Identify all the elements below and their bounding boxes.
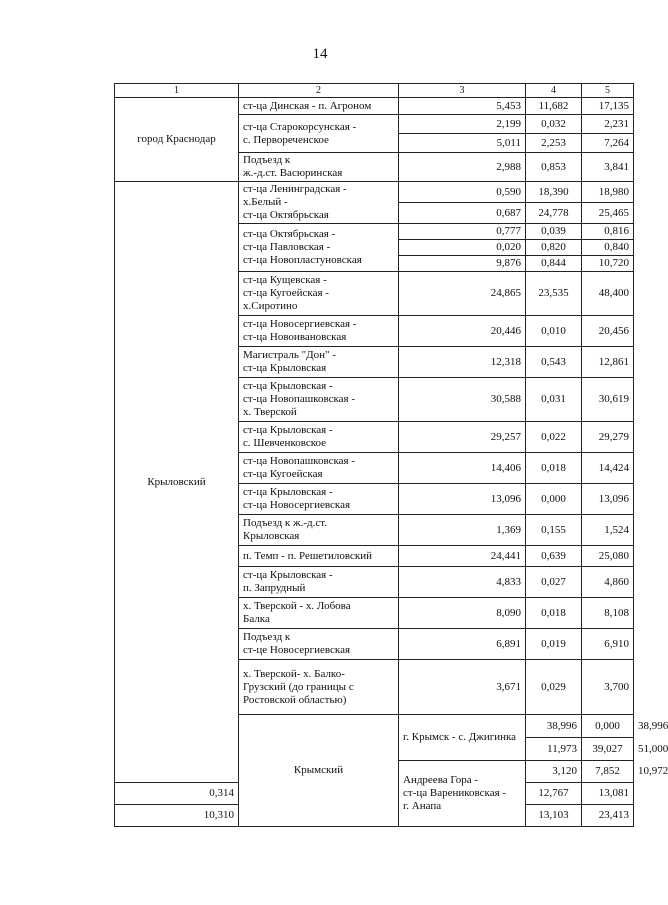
length-col4-cell: 0,018 [526, 453, 582, 484]
road-name-cell: х. Тверской - х. Лобова Балка [239, 598, 399, 629]
length-col3-cell: 12,318 [399, 347, 526, 378]
length-col3-cell: 11,973 [526, 738, 582, 761]
district-cell: город Краснодар [115, 98, 239, 182]
road-name-cell: п. Темп - п. Решетиловский [239, 546, 399, 567]
column-header: 2 [239, 84, 399, 98]
table-row [115, 182, 634, 203]
length-col4-cell: 0,639 [526, 546, 582, 567]
road-name-cell: ст-ца Крыловская - п. Запрудный [239, 567, 399, 598]
length-col5-cell: 12,861 [582, 347, 634, 378]
length-col4-cell: 0,019 [526, 629, 582, 660]
length-col3-cell: 0,020 [399, 240, 526, 256]
road-name-cell: ст-ца Новосергиевская - ст-ца Новоивановская [239, 316, 399, 347]
length-col4-cell: 24,778 [526, 203, 582, 224]
length-col4-cell: 2,253 [526, 134, 582, 153]
column-header: 5 [582, 84, 634, 98]
road-name-cell: ст-ца Крыловская - с. Шевченковское [239, 422, 399, 453]
road-name-cell: ст-ца Крыловская - ст-ца Новопашковская - х. Тверской [239, 378, 399, 422]
length-col5-cell: 1,524 [582, 515, 634, 546]
length-col3-cell: 24,441 [399, 546, 526, 567]
length-col3-cell: 24,865 [399, 272, 526, 316]
table-row: Андреева Гора - ст-ца Варениковская - г. Анапа 3,120 7,852 10,972 [115, 761, 634, 783]
length-col3-cell: 9,876 [399, 256, 526, 272]
length-col5-cell: 25,080 [582, 546, 634, 567]
length-col5-cell: 23,413 [582, 805, 634, 827]
road-name-cell: ст-ца Ленинградская - х.Белый - ст-ца Октябрьская [239, 182, 399, 224]
length-col5-cell: 20,456 [582, 316, 634, 347]
table-body [115, 84, 668, 827]
length-col5-cell: 6,910 [582, 629, 634, 660]
length-col5-cell: 10,720 [582, 256, 634, 272]
length-col5-cell: 17,135 [582, 98, 634, 115]
length-col3-cell: 14,406 [399, 453, 526, 484]
length-col3-cell: 2,199 [399, 115, 526, 134]
road-name-cell: х. Тверской- х. Балко- Грузский (до границы с Ростовской областью) [239, 660, 399, 715]
road-name-cell: Подъезд к ж.-д.ст. Крыловская [239, 515, 399, 546]
length-col5-cell: 3,700 [582, 660, 634, 715]
length-col3-cell: 1,369 [399, 515, 526, 546]
table-row: Крымский г. Крымск - с. Джигинка 38,996 0,000 38,996 [115, 715, 634, 738]
length-col5-cell: 3,841 [582, 153, 634, 182]
length-col3-cell: 8,090 [399, 598, 526, 629]
roads-table [114, 83, 668, 827]
length-col5-cell: 29,279 [582, 422, 634, 453]
road-name-cell: Подъезд к ст-це Новосергиевская [239, 629, 399, 660]
length-col5-cell: 18,980 [582, 182, 634, 203]
length-col4-cell: 0,543 [526, 347, 582, 378]
road-name-cell: ст-ца Крыловская - ст-ца Новосергиевская [239, 484, 399, 515]
length-col5-cell: 14,424 [582, 453, 634, 484]
length-col4-cell: 0,031 [526, 378, 582, 422]
length-col3-cell: 5,011 [399, 134, 526, 153]
length-col3-cell: 2,988 [399, 153, 526, 182]
length-col4-cell: 13,103 [526, 805, 582, 827]
length-col4-cell: 18,390 [526, 182, 582, 203]
column-header: 3 [399, 84, 526, 98]
table-header-row [115, 84, 634, 98]
length-col3-cell: 3,671 [399, 660, 526, 715]
road-name-cell: ст-ца Новопашковская - ст-ца Кугоейская [239, 453, 399, 484]
length-col4-cell: 0,027 [526, 567, 582, 598]
length-col4-cell: 0,000 [526, 484, 582, 515]
road-name-cell: ст-ца Динская - п. Агроном [239, 98, 399, 115]
length-col4-cell: 0,010 [526, 316, 582, 347]
length-col5-cell: 30,619 [582, 378, 634, 422]
column-header: 4 [526, 84, 582, 98]
length-col4-cell: 0,022 [526, 422, 582, 453]
length-col3-cell: 0,314 [115, 783, 239, 805]
length-col4-cell: 0,018 [526, 598, 582, 629]
length-col3-cell: 5,453 [399, 98, 526, 115]
length-col4-cell: 0,032 [526, 115, 582, 134]
length-col5-cell: 0,840 [582, 240, 634, 256]
length-col5-cell: 7,264 [582, 134, 634, 153]
length-col4-cell: 39,027 [582, 738, 634, 761]
length-col5-cell: 48,400 [582, 272, 634, 316]
district-cell: Крымский [239, 715, 399, 827]
road-name-cell: г. Крымск - с. Джигинка [399, 715, 526, 761]
road-name-cell: ст-ца Октябрьская - ст-ца Павловская - ст-ца Новопластуновская [239, 224, 399, 272]
district-cell: Крыловский [115, 182, 239, 783]
length-col5-cell: 13,081 [582, 783, 634, 805]
length-col3-cell: 20,446 [399, 316, 526, 347]
road-name-cell: ст-ца Кущевская - ст-ца Кугоейская - х.Сиротино [239, 272, 399, 316]
length-col3-cell: 38,996 [526, 715, 582, 738]
length-col5-cell: 8,108 [582, 598, 634, 629]
length-col4-cell: 0,039 [526, 224, 582, 240]
length-col4-cell: 0,844 [526, 256, 582, 272]
length-col4-cell: 7,852 [582, 761, 634, 783]
length-col4-cell: 0,853 [526, 153, 582, 182]
length-col3-cell: 13,096 [399, 484, 526, 515]
road-name-cell: Магистраль "Дон" - ст-ца Крыловская [239, 347, 399, 378]
length-col4-cell: 0,820 [526, 240, 582, 256]
length-col5-cell: 2,231 [582, 115, 634, 134]
road-name-cell: ст-ца Старокорсунская - с. Первореченское [239, 115, 399, 153]
table-row: 11,973 39,027 51,000 [115, 738, 634, 761]
page-number: 14 [312, 46, 328, 62]
road-name-cell: Андреева Гора - ст-ца Варениковская - г. Анапа [399, 761, 526, 827]
length-col5-cell: 4,860 [582, 567, 634, 598]
length-col4-cell: 11,682 [526, 98, 582, 115]
length-col3-cell: 0,590 [399, 182, 526, 203]
length-col4-cell: 23,535 [526, 272, 582, 316]
length-col3-cell: 10,310 [115, 805, 239, 827]
length-col4-cell: 0,029 [526, 660, 582, 715]
length-col5-cell: 0,816 [582, 224, 634, 240]
length-col3-cell: 30,588 [399, 378, 526, 422]
length-col4-cell: 0,155 [526, 515, 582, 546]
length-col3-cell: 6,891 [399, 629, 526, 660]
length-col3-cell: 0,777 [399, 224, 526, 240]
length-col5-cell: 25,465 [582, 203, 634, 224]
length-col4-cell: 0,000 [582, 715, 634, 738]
length-col4-cell: 12,767 [526, 783, 582, 805]
road-name-cell: Подъезд к ж.-д.ст. Васюринская [239, 153, 399, 182]
column-header: 1 [115, 84, 239, 98]
length-col3-cell: 4,833 [399, 567, 526, 598]
length-col3-cell: 3,120 [526, 761, 582, 783]
length-col5-cell: 13,096 [582, 484, 634, 515]
length-col3-cell: 0,687 [399, 203, 526, 224]
table-row [115, 98, 634, 115]
length-col3-cell: 29,257 [399, 422, 526, 453]
